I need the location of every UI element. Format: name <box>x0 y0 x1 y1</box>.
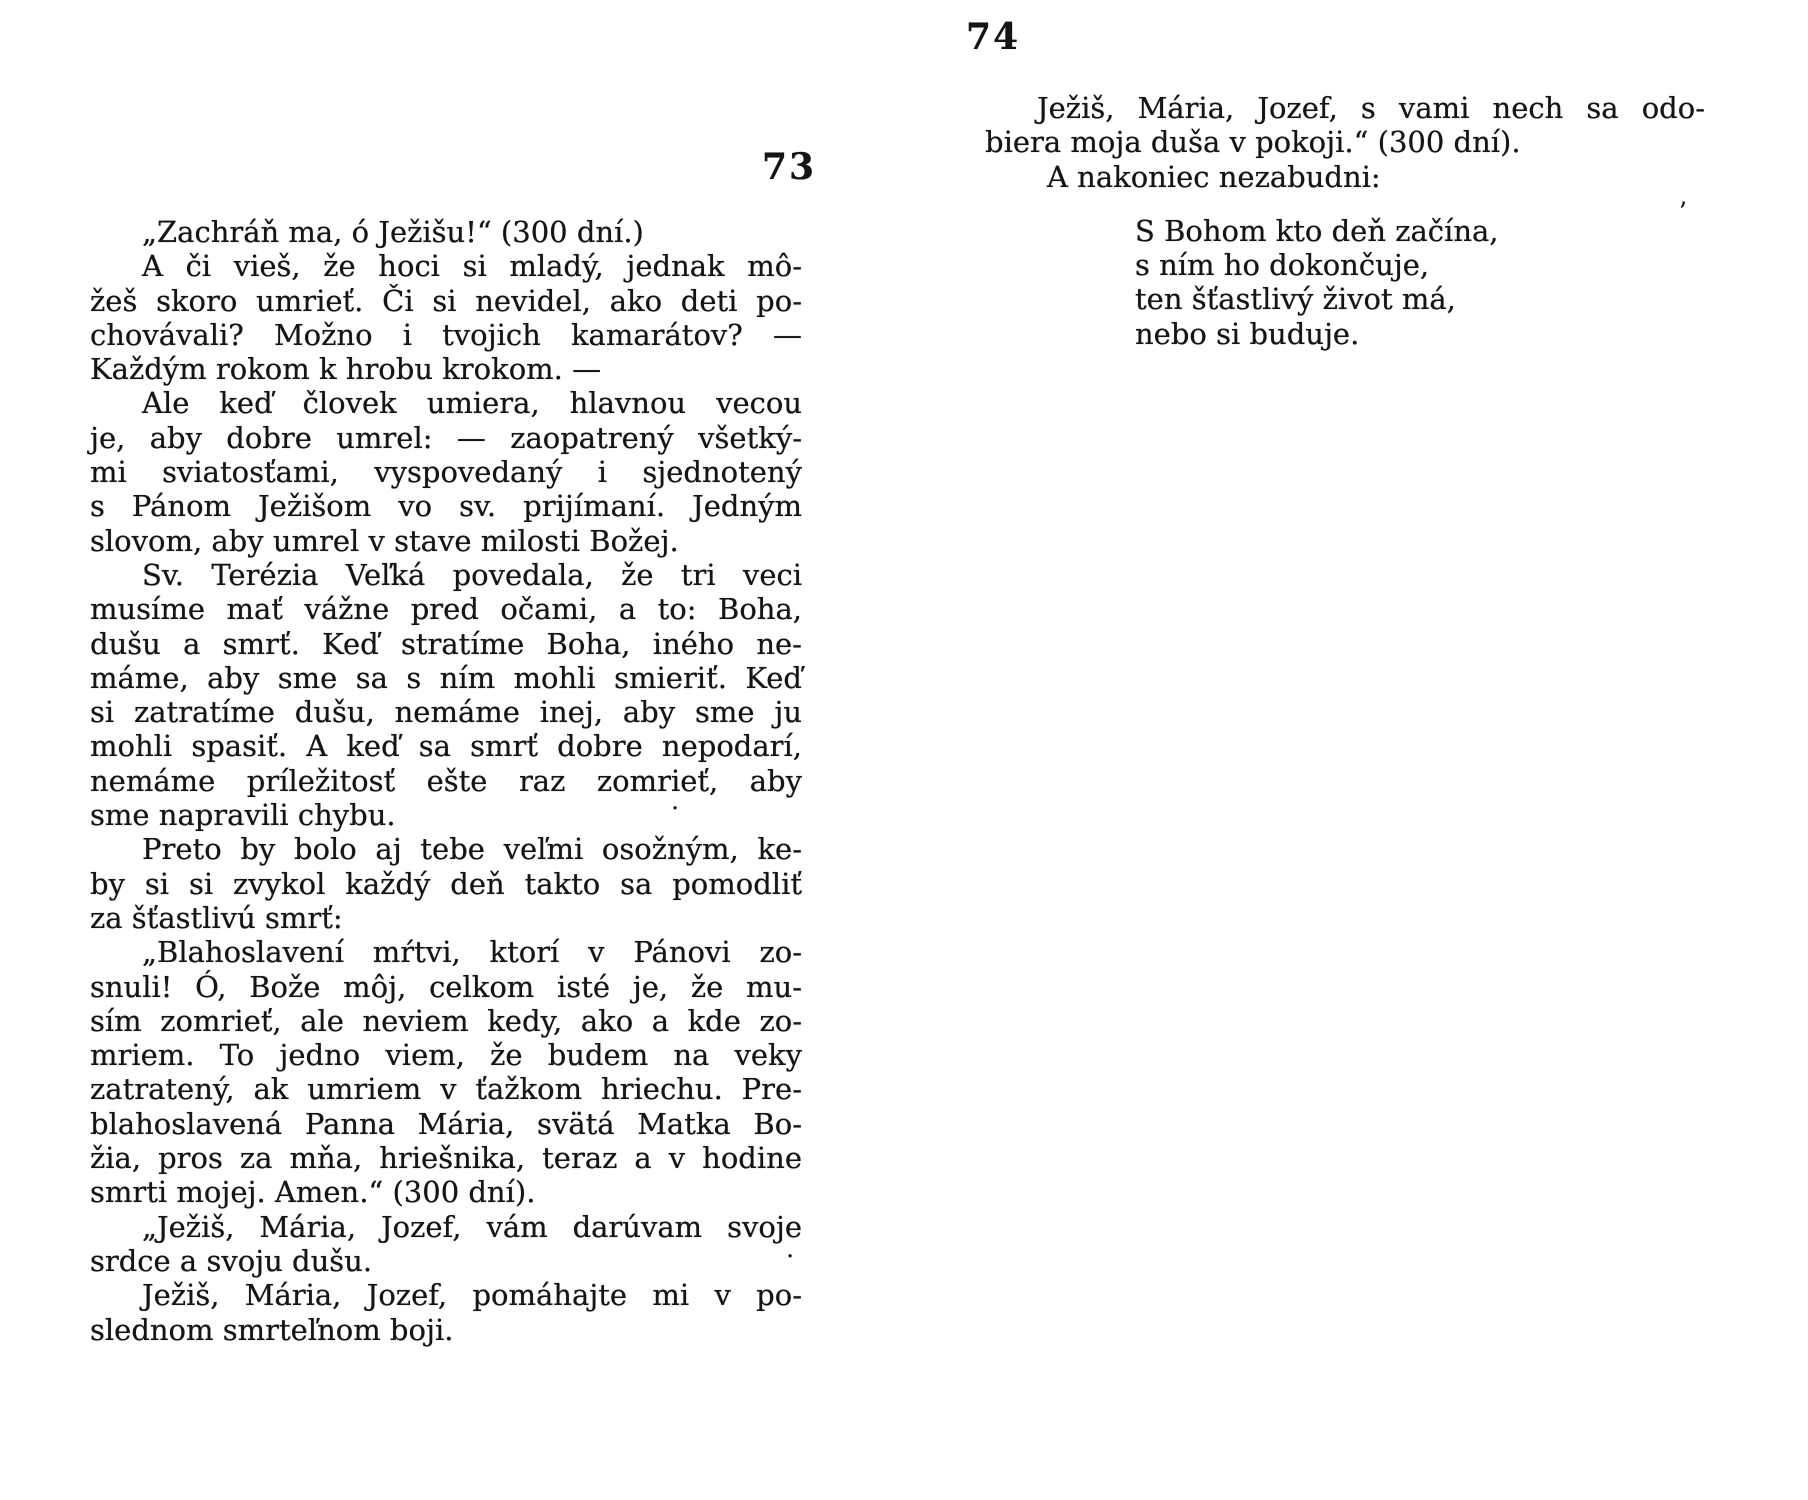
text-line: zatratený, ak umriem v ťažkom hriechu. Pre- <box>90 1072 802 1107</box>
text-line: biera moja duša v pokoji.“ (300 dní). <box>985 125 1521 160</box>
text-line: sme napravili chybu. <box>90 798 396 833</box>
page-number-left: 73 <box>762 146 817 188</box>
text-line: nebo si buduje. <box>1135 316 1360 351</box>
text-line: máme, aby sme sa s ním mohli smieriť. Keď <box>90 660 802 695</box>
text-line: S Bohom kto deň začína, <box>1135 213 1499 248</box>
page-right-text-column <box>985 91 1705 351</box>
text-line: „Ježiš, Mária, Jozef, vám darúvam svoje <box>142 1209 802 1244</box>
text-line: smrti mojej. Amen.“ (300 dní). <box>90 1175 536 1210</box>
text-line: slednom smrteľnom boji. <box>90 1312 454 1347</box>
text-line: dušu a smrť. Keď stratíme Boha, iného ne- <box>90 626 802 661</box>
text-line: nemáme príležitosť ešte raz zomrieť, aby <box>90 763 802 798</box>
text-line: A či vieš, že hoci si mladý, jednak mô- <box>142 249 802 284</box>
text-line: A nakoniec nezabudni: <box>1047 159 1381 194</box>
text-line: sím zomrieť, ale neviem kedy, ako a kde zo- <box>90 1003 802 1038</box>
text-line: Ježiš, Mária, Jozef, pomáhajte mi v po- <box>142 1278 802 1313</box>
text-line: ten šťastlivý život má, <box>1135 282 1456 317</box>
text-line: s ním ho dokončuje, <box>1135 248 1430 283</box>
text-line: slovom, aby umrel v stave milosti Božej. <box>90 523 679 558</box>
text-line: mriem. To jedno viem, že budem na veky <box>90 1038 802 1073</box>
text-line: blahoslavená Panna Mária, svätá Matka Bo- <box>90 1106 802 1141</box>
text-line: za šťastlivú smrť: <box>90 900 343 935</box>
page-number-right: 74 <box>966 16 1021 58</box>
ink-speck: ʼ <box>1678 198 1687 228</box>
text-line: srdce a svoju dušu. <box>90 1243 373 1278</box>
text-line: Ježiš, Mária, Jozef, s vami nech sa odo- <box>1037 91 1705 125</box>
text-line: Každým rokom k hrobu krokom. — <box>90 352 602 387</box>
text-line: si zatratíme dušu, nemáme inej, aby sme ju <box>90 695 802 730</box>
text-line: žia, pros za mňa, hriešnika, teraz a v hodine <box>90 1141 802 1176</box>
page-left-text-column <box>90 215 802 1347</box>
text-line: „Zachráň ma, ó Ježišu!“ (300 dní.) <box>142 215 644 249</box>
text-line: by si si zvykol každý deň takto sa pomodliť <box>90 866 802 901</box>
text-line: mi sviatosťami, vyspovedaný i sjednotený <box>90 455 802 490</box>
text-line: s Pánom Ježišom vo sv. prijímaní. Jedným <box>90 489 802 524</box>
ink-speck: · <box>671 794 680 824</box>
text-line: chovávali? Možno i tvojich kamarátov? — <box>90 317 802 352</box>
text-line: Sv. Terézia Veľká povedala, že tri veci <box>142 557 802 592</box>
text-line: „Blahoslavení mŕtvi, ktorí v Pánovi zo- <box>142 935 802 970</box>
text-line: je, aby dobre umrel: — zaopatrený všetký- <box>90 420 802 455</box>
text-line: mohli spasiť. A keď sa smrť dobre nepodarí, <box>90 729 802 764</box>
text-line: Ale keď človek umiera, hlavnou vecou <box>142 386 802 421</box>
text-line: snuli! Ó, Bože môj, celkom isté je, že mu- <box>90 969 802 1004</box>
text-line: Preto by bolo aj tebe veľmi osožným, ke- <box>142 832 802 867</box>
text-line: musíme mať vážne pred očami, a to: Boha, <box>90 592 802 627</box>
ink-speck: · <box>786 1242 795 1272</box>
text-line: žeš skoro umrieť. Či si nevidel, ako deti po- <box>90 283 802 318</box>
